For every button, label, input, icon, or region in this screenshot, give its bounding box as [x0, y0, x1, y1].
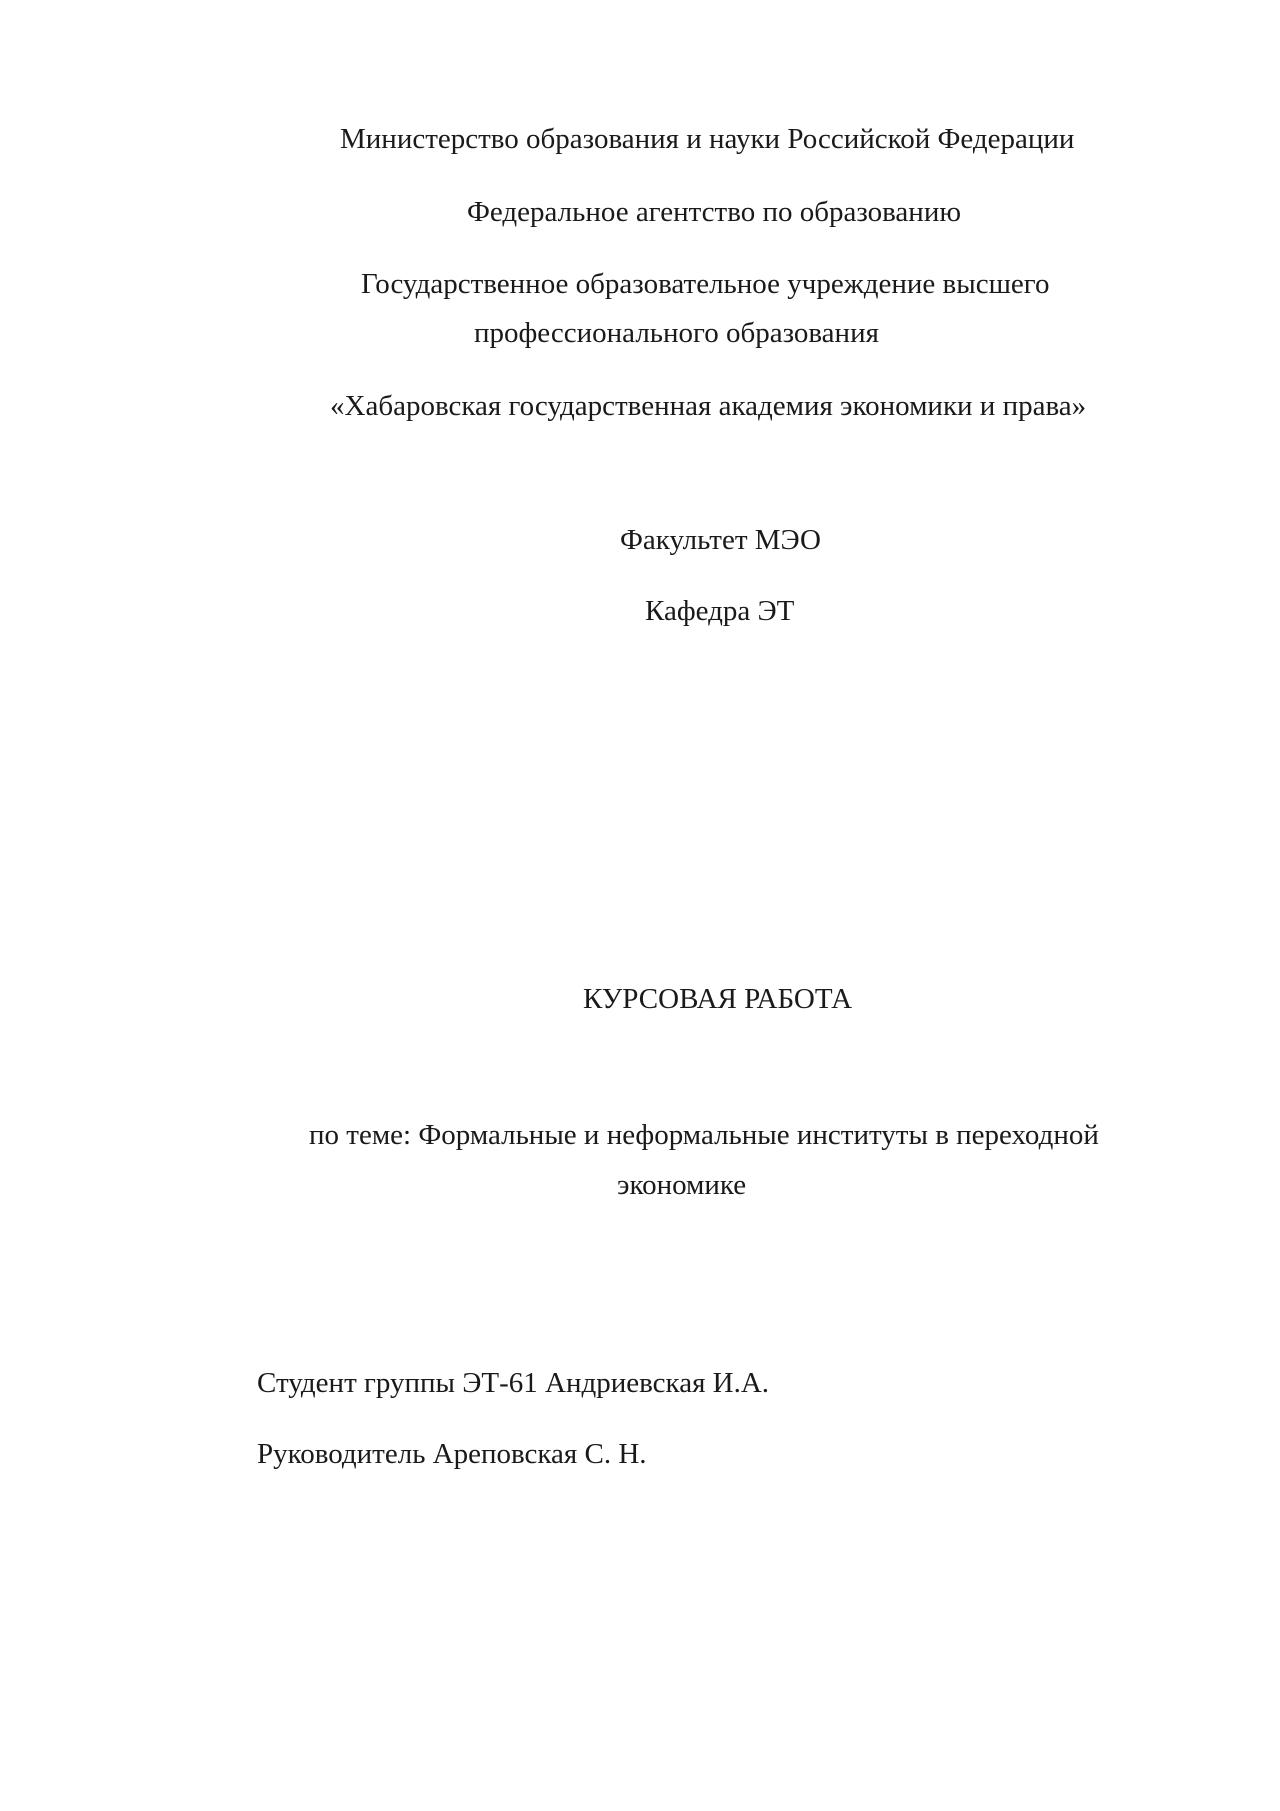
topic-line-2: экономике	[617, 1169, 747, 1201]
institution-line-1: Государственное образовательное учреждение высшего	[361, 268, 1050, 300]
work-type-title: КУРСОВАЯ РАБОТА	[583, 983, 853, 1015]
faculty-line: Факультет МЭО	[620, 524, 821, 556]
agency-line: Федеральное агентство по образованию	[467, 196, 962, 228]
institution-line-2: профессионального образования	[474, 317, 879, 349]
student-line: Студент группы ЭТ-61 Андриевская И.А.	[257, 1367, 770, 1399]
topic-line-1: по теме: Формальные и неформальные институты в переходной	[309, 1119, 1099, 1151]
academy-line: «Хабаровская государственная академия экономики и права»	[330, 390, 1087, 422]
ministry-line: Министерство образования и науки Российской Федерации	[340, 123, 1075, 155]
supervisor-line: Руководитель Ареповская С. Н.	[257, 1438, 647, 1470]
chair-line: Кафедра ЭТ	[645, 595, 795, 627]
